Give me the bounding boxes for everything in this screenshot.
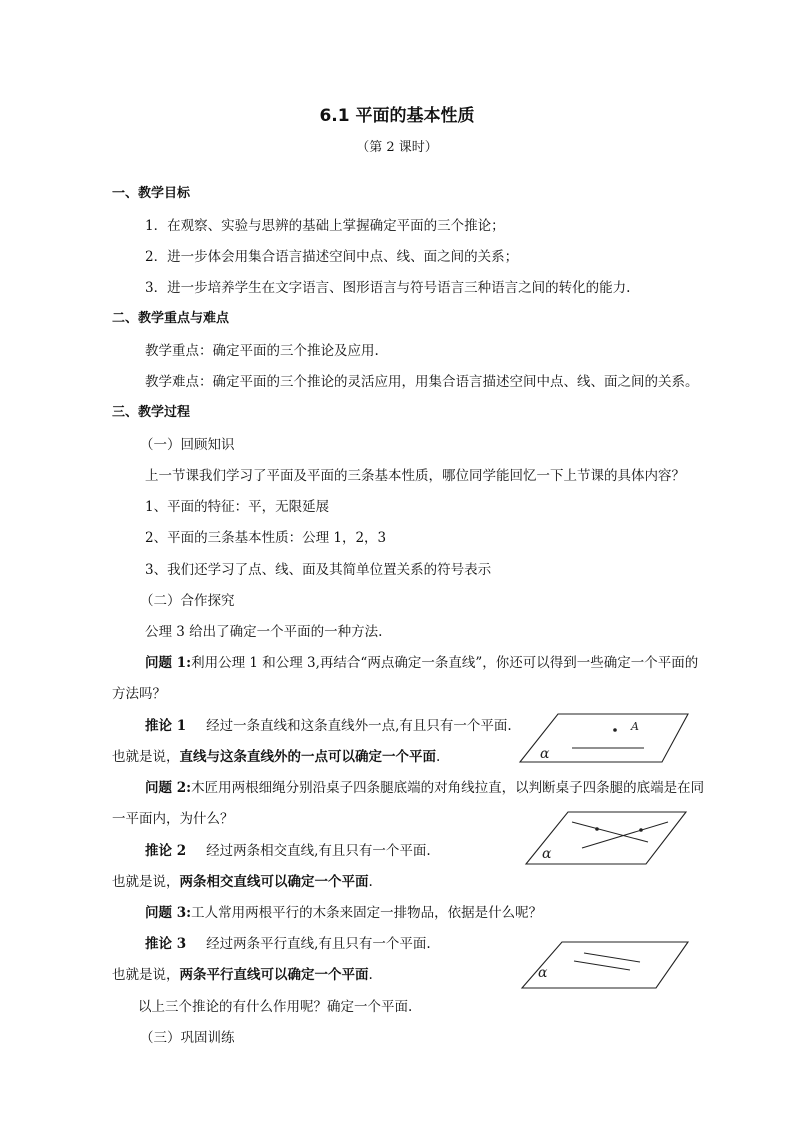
corollary-1-explanation — [112, 747, 440, 767]
question-3 — [145, 903, 542, 923]
plane-label: α — [542, 846, 552, 862]
line-l2 — [582, 822, 668, 848]
corollary-3-explanation — [112, 965, 373, 985]
section2-heading: 二、教学重点与难点 — [112, 311, 230, 326]
figure-parallel-lines — [518, 938, 694, 994]
part2-label: （二）合作探究 — [140, 593, 235, 609]
corollary-2 — [145, 841, 431, 861]
question-3-label: 问题 3: — [145, 905, 192, 921]
corollary-3-text: 经过两条平行直线,有且只有一个平面. — [206, 936, 431, 952]
corollary-1-label: 推论 1 — [145, 718, 187, 734]
question-1-label: 问题 1: — [145, 655, 192, 671]
corollary-2-label: 推论 2 — [145, 843, 187, 859]
part3-label: （三）巩固训练 — [140, 1030, 235, 1046]
key-point: 教学重点：确定平面的三个推论及应用. — [145, 343, 379, 359]
goal-item-3: 3．进一步培养学生在文字语言、图形语言与符号语言三种语言之间的转化的能力. — [145, 280, 631, 296]
parallel-line-1 — [584, 953, 640, 962]
question-2-line-2: 一平面内，为什么？ — [112, 811, 234, 827]
corollary-1 — [145, 716, 512, 736]
review-item-3: 3、我们还学习了点、线、面及其简单位置关系的符号表示 — [145, 562, 492, 578]
explanation-bold: 两条平行直线可以确定一个平面 — [179, 967, 369, 983]
corollary-3 — [145, 934, 431, 954]
review-item-1: 1、平面的特征：平，无限延展 — [145, 499, 330, 515]
section3-heading: 三、教学过程 — [112, 405, 191, 420]
question-2-line-1 — [145, 778, 704, 798]
section1-heading: 一、教学目标 — [112, 186, 191, 201]
explanation-prefix: 也就是说， — [112, 874, 180, 890]
explanation-prefix: 也就是说， — [112, 749, 180, 765]
point-on-l1 — [595, 827, 599, 831]
explanation-suffix: . — [368, 874, 373, 890]
point-a-label: A — [631, 720, 639, 733]
explanation-bold: 两条相交直线可以确定一个平面 — [179, 874, 369, 890]
explanation-suffix: . — [368, 967, 373, 983]
question-1-line-1 — [145, 653, 698, 673]
review-item-2: 2、平面的三条基本性质：公理 1，2，3 — [145, 530, 387, 546]
figure-intersecting-lines — [522, 808, 692, 868]
question-2-label: 问题 2: — [145, 780, 192, 796]
review-question: 上一节课我们学习了平面及平面的三条基本性质，哪位同学能回忆一下上节课的具体内容？ — [145, 468, 685, 484]
plane-label: α — [540, 746, 550, 762]
parallel-line-2 — [574, 961, 630, 970]
part1-label: （一）回顾知识 — [140, 437, 235, 453]
plane-label: α — [538, 965, 548, 981]
question-1-text: 利用公理 1 和公理 3,再结合“两点确定一条直线”，你还可以得到一些确定一个平面的 — [191, 655, 699, 671]
part2-intro: 公理 3 给出了确定一个平面的一种方法. — [145, 624, 383, 640]
goal-item-2: 2．进一步体会用集合语言描述空间中点、线、面之间的关系； — [145, 249, 519, 265]
explanation-bold: 直线与这条直线外的一点可以确定一个平面 — [179, 749, 436, 765]
corollary-3-label: 推论 3 — [145, 936, 187, 952]
question-2-text: 木匠用两根细绳分别沿桌子四条腿底端的对角线拉直，以判断桌子四条腿的底端是在同 — [191, 780, 705, 796]
difficulty-point: 教学难点：确定平面的三个推论的灵活应用，用集合语言描述空间中点、线、面之间的关系。 — [145, 374, 699, 390]
figure-line-and-point — [510, 708, 695, 768]
corollary-2-explanation — [112, 872, 373, 892]
point-on-l2 — [639, 828, 643, 832]
question-3-text: 工人常用两根平行的木条来固定一排物品，依据是什么呢？ — [191, 905, 543, 921]
point-a — [613, 728, 617, 732]
question-1-line-2: 方法吗？ — [112, 686, 166, 702]
page-subtitle: （第 2 课时） — [356, 140, 438, 155]
explanation-suffix: . — [436, 749, 441, 765]
goal-item-1: 1．在观察、实验与思辨的基础上掌握确定平面的三个推论； — [145, 218, 505, 234]
page-title: 6.1 平面的基本性质 — [319, 106, 475, 126]
corollary-2-text: 经过两条相交直线,有且只有一个平面. — [206, 843, 431, 859]
corollary-1-text: 经过一条直线和这条直线外一点,有且只有一个平面. — [206, 718, 512, 734]
corollary-summary: 以上三个推论的有什么作用呢？确定一个平面. — [138, 999, 413, 1015]
explanation-prefix: 也就是说， — [112, 967, 180, 983]
